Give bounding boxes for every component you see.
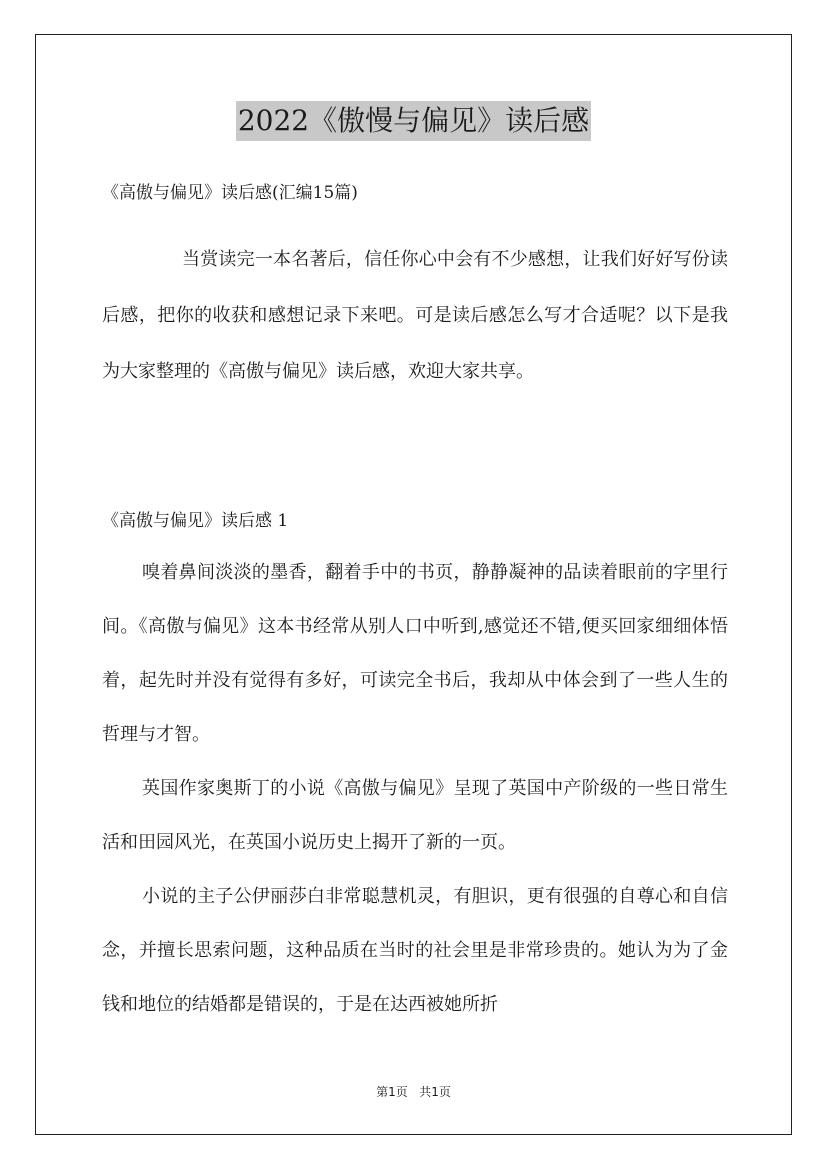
title-container — [0, 101, 827, 141]
body-paragraph-3: 小说的主子公伊丽莎白非常聪慧机灵，有胆识，更有很强的自尊心和自信念，并擅长思索问题，这种品质在当时的社会里是非常珍贵的。她认为为了金钱和地位的结婚都是错误的，于是在达西被她所折 — [102, 886, 728, 1015]
page-number: 第1页 — [376, 1085, 408, 1099]
body-paragraph-2: 英国作家奥斯丁的小说《高傲与偏见》呈现了英国中产阶级的一些日常生活和田园风光，在英国小说历史上揭开了新的一页。 — [102, 778, 728, 853]
document-title: 2022《傲慢与偏见》读后感 — [236, 101, 591, 141]
body-paragraph-1: 嗅着鼻间淡淡的墨香，翻着手中的书页，静静凝神的品读着眼前的字里行间。《高傲与偏见》这本书经常从别人口中听到,感觉还不错,便买回家细细体悟着，起先时并没有觉得有多好，可读完全书后，我却从中体会到了一些人生的哲理与才智。 — [102, 562, 728, 745]
section-heading: 《高傲与偏见》读后感 1 — [102, 511, 289, 531]
intro-paragraph: 当赏读完一本名著后，信任你心中会有不少感想，让我们好好写份读后感，把你的收获和感想记录下来吧。可是读后感怎么写才合适呢？以下是我为大家整理的《高傲与偏见》读后感，欢迎大家共享。 — [102, 249, 728, 382]
page-total: 共1页 — [419, 1085, 451, 1099]
page-footer — [0, 1083, 827, 1101]
document-subtitle: 《高傲与偏见》读后感(汇编15篇) — [102, 183, 358, 203]
